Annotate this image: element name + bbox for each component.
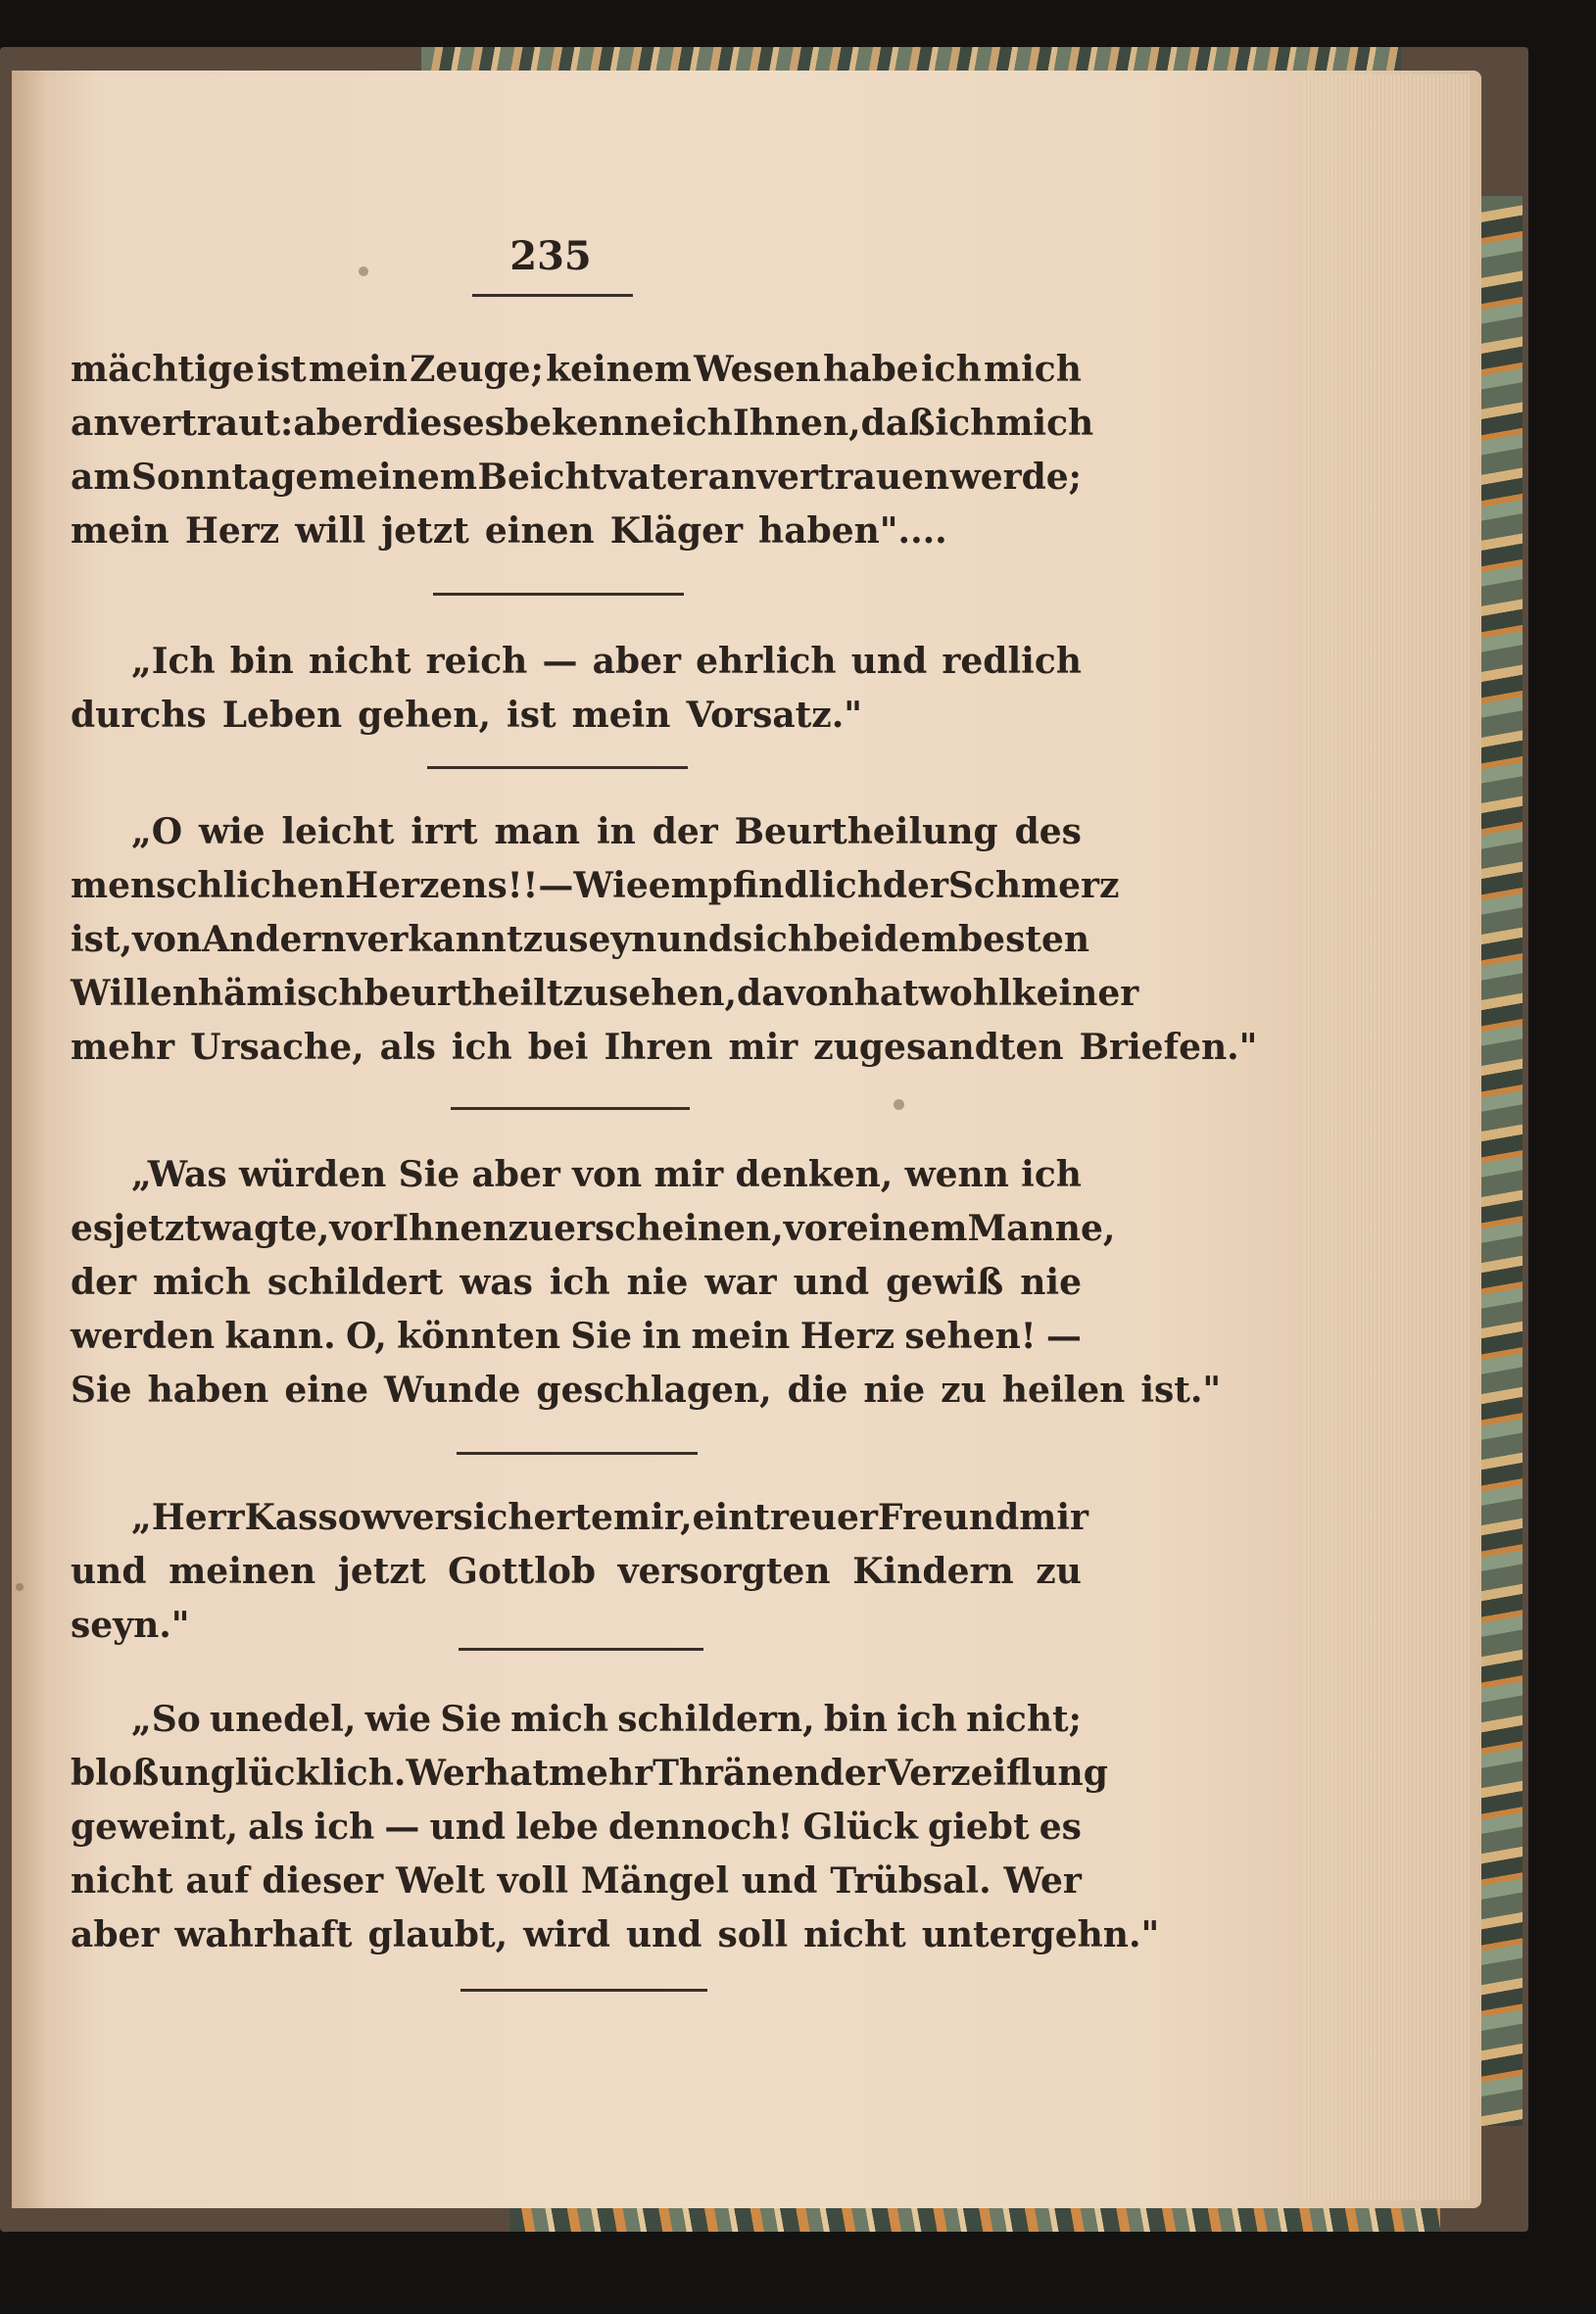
- word: nie: [863, 1370, 926, 1411]
- word: ich: [549, 1262, 610, 1303]
- word: reich: [425, 641, 528, 682]
- text-line: [71, 967, 1139, 1021]
- word: nicht;: [966, 1699, 1082, 1740]
- word: Wie: [573, 865, 649, 906]
- word: gehen,: [358, 695, 492, 736]
- word: zu: [522, 919, 569, 960]
- word: Glück: [802, 1807, 918, 1848]
- marbled-endpaper-top: [421, 47, 1401, 72]
- word: meinen: [169, 1551, 316, 1592]
- word: wohl: [918, 973, 1012, 1014]
- word: durchs: [71, 695, 207, 736]
- text-line: [71, 1747, 1108, 1801]
- page-number-underline: [472, 294, 633, 297]
- word: und: [625, 1914, 702, 1955]
- word: ich: [896, 1699, 957, 1740]
- word: dieser: [262, 1860, 384, 1902]
- text-line: [71, 1310, 1082, 1364]
- word: haben: [147, 1370, 269, 1411]
- text-line: [71, 1202, 1116, 1256]
- word: mein: [691, 1316, 791, 1357]
- word: denken,: [735, 1154, 894, 1195]
- word: aber: [71, 1914, 160, 1955]
- word: sich: [733, 919, 814, 960]
- word: erscheinen,: [554, 1208, 784, 1249]
- word: anvertraut:: [71, 403, 294, 444]
- word: daß: [860, 403, 936, 444]
- word: hat: [483, 1753, 549, 1794]
- word: Herz: [184, 510, 280, 552]
- word: voll: [497, 1860, 569, 1902]
- word: Wer: [1003, 1860, 1082, 1902]
- word: gewiß: [886, 1262, 1004, 1303]
- word: Ihnen: [392, 1208, 508, 1249]
- word: jetzt: [381, 510, 469, 552]
- word: mehr: [548, 1753, 653, 1794]
- word: eine: [284, 1370, 368, 1411]
- word: —: [384, 1807, 420, 1848]
- word: als: [379, 1027, 436, 1068]
- paper-spot: [894, 1099, 904, 1110]
- marbled-endpaper-bottom: [509, 2204, 1440, 2232]
- word: Briefen.": [1079, 1027, 1258, 1068]
- word: seyn: [568, 919, 657, 960]
- word: mir: [653, 1154, 724, 1195]
- word: Kindern: [852, 1551, 1014, 1592]
- word: keiner: [1011, 973, 1139, 1014]
- text-line: [71, 805, 1082, 859]
- section-separator: [459, 1648, 703, 1651]
- word: nicht: [71, 1860, 173, 1902]
- word: O,: [345, 1316, 387, 1357]
- text-line: [71, 505, 1082, 558]
- word: mächtige: [71, 349, 255, 390]
- word: von: [132, 919, 203, 960]
- word: auf: [185, 1860, 250, 1902]
- word: jetzt: [113, 1208, 201, 1249]
- word: mir: [728, 1027, 798, 1068]
- word: „O: [131, 811, 183, 852]
- text-line: [71, 1908, 1160, 1962]
- word: heilen: [1001, 1370, 1126, 1411]
- word: Sie: [71, 1370, 132, 1411]
- word: versorgten: [617, 1551, 831, 1592]
- word: ich: [451, 1027, 512, 1068]
- word: menschlichen: [71, 865, 346, 906]
- word: es: [71, 1208, 114, 1249]
- text-line: [71, 859, 1120, 913]
- word: besten: [958, 919, 1090, 960]
- word: —: [1045, 1316, 1082, 1357]
- text-line: [71, 1599, 1082, 1653]
- word: Zeuge;: [410, 349, 544, 390]
- word: werde;: [949, 457, 1082, 498]
- word: Kassow: [244, 1497, 392, 1538]
- word: als: [248, 1807, 305, 1848]
- word: der: [882, 865, 948, 906]
- word: treuer: [753, 1497, 878, 1538]
- word: mehr: [71, 1027, 175, 1068]
- word: hat: [853, 973, 919, 1014]
- word: wie: [198, 811, 266, 852]
- word: Ursache,: [190, 1027, 364, 1068]
- word: bloß: [71, 1753, 160, 1794]
- word: aber: [471, 1154, 560, 1195]
- word: Schmerz: [947, 865, 1120, 906]
- word: seyn.": [71, 1605, 190, 1646]
- word: empfindlich: [648, 865, 883, 906]
- word: zu: [562, 973, 609, 1014]
- word: dem: [873, 919, 958, 960]
- page-stack-edge: [1303, 74, 1470, 2200]
- word: zugesandten: [813, 1027, 1064, 1068]
- word: Wesen: [694, 349, 821, 390]
- word: jetzt: [337, 1551, 426, 1592]
- text-line: [71, 451, 1082, 505]
- paragraph: [71, 343, 1094, 558]
- word: Verzeiflung: [885, 1753, 1108, 1794]
- word: Freund: [877, 1497, 1020, 1538]
- paper-spot: [16, 1583, 24, 1591]
- word: haben"....: [758, 510, 947, 552]
- word: Leben: [221, 695, 343, 736]
- word: ehrlich: [696, 641, 837, 682]
- word: wie: [364, 1699, 432, 1740]
- section-separator: [460, 1989, 707, 1992]
- word: von: [572, 1154, 643, 1195]
- word: „So: [131, 1699, 201, 1740]
- paragraph: [71, 1693, 1160, 1962]
- word: einen: [484, 510, 595, 552]
- word: geschlagen,: [536, 1370, 772, 1411]
- word: Wer: [406, 1753, 484, 1794]
- word: redlich: [942, 641, 1082, 682]
- word: lebe: [515, 1807, 599, 1848]
- word: bekenne: [504, 403, 673, 444]
- word: der: [652, 811, 718, 852]
- word: wagte,: [200, 1208, 330, 1249]
- word: versicherte: [391, 1497, 613, 1538]
- section-separator: [433, 593, 684, 596]
- word: wird: [523, 1914, 610, 1955]
- word: nie: [626, 1262, 689, 1303]
- word: Sie: [398, 1154, 460, 1195]
- word: was: [459, 1262, 533, 1303]
- word: in: [642, 1316, 682, 1357]
- word: würden: [238, 1154, 387, 1195]
- word: vor: [329, 1208, 393, 1249]
- word: „Ich: [131, 641, 216, 682]
- word: Andern: [202, 919, 347, 960]
- word: leicht: [281, 811, 395, 852]
- word: die: [787, 1370, 848, 1411]
- word: könnten: [397, 1316, 561, 1357]
- word: —: [538, 865, 574, 906]
- word: Beurtheilung: [734, 811, 998, 852]
- word: soll: [717, 1914, 789, 1955]
- word: ich: [314, 1807, 375, 1848]
- word: aber: [592, 641, 681, 682]
- word: es: [1039, 1807, 1082, 1848]
- word: irrt: [411, 811, 478, 852]
- word: bin: [823, 1699, 888, 1740]
- word: dieses: [381, 403, 505, 444]
- word: giebt: [928, 1807, 1030, 1848]
- text-line: [71, 1693, 1082, 1747]
- word: Mängel: [580, 1860, 730, 1902]
- paragraph: [71, 1491, 1088, 1653]
- text-line: [71, 1148, 1082, 1202]
- text-line: [71, 1545, 1082, 1599]
- word: ich: [920, 349, 982, 390]
- word: der: [71, 1262, 137, 1303]
- text-line: [71, 343, 1082, 397]
- text-line: [71, 1364, 1222, 1418]
- word: einem: [846, 1208, 968, 1249]
- word: davon: [737, 973, 854, 1014]
- word: Beichtvater: [477, 457, 708, 498]
- word: war: [704, 1262, 777, 1303]
- paragraph: [71, 805, 1258, 1075]
- word: keinem: [546, 349, 692, 390]
- word: Manne,: [967, 1208, 1116, 1249]
- word: Thränen: [653, 1753, 820, 1794]
- word: habe: [823, 349, 919, 390]
- word: Wunde: [384, 1370, 521, 1411]
- word: ist: [257, 349, 307, 390]
- word: und: [429, 1807, 507, 1848]
- word: und: [741, 1860, 818, 1902]
- word: ich: [672, 403, 733, 444]
- word: „Was: [131, 1154, 227, 1195]
- word: —: [542, 641, 578, 682]
- word: man: [494, 811, 581, 852]
- word: mich: [510, 1699, 609, 1740]
- word: mich: [984, 349, 1082, 390]
- word: Sie: [440, 1699, 502, 1740]
- section-separator: [427, 766, 688, 769]
- word: sehen!: [904, 1316, 1037, 1357]
- paragraph: [71, 635, 1082, 743]
- word: Trübsal.: [830, 1860, 991, 1902]
- word: bei: [527, 1027, 589, 1068]
- word: sehen,: [608, 973, 738, 1014]
- word: will: [295, 510, 366, 552]
- word: Ihnen,: [732, 403, 861, 444]
- text-line: [71, 913, 1090, 967]
- word: verkannt: [346, 919, 523, 960]
- word: hämisch: [197, 973, 364, 1014]
- word: aber: [293, 403, 382, 444]
- text-line: [71, 1491, 1088, 1545]
- word: werden: [71, 1316, 216, 1357]
- word: Sonntage: [131, 457, 318, 498]
- word: nicht: [803, 1914, 906, 1955]
- paragraph: [71, 1148, 1222, 1418]
- text-line: [71, 635, 1082, 689]
- word: anvertrauen: [707, 457, 950, 498]
- section-separator: [451, 1107, 690, 1110]
- word: und: [656, 919, 734, 960]
- word: ist,: [71, 919, 133, 960]
- word: ist: [507, 695, 556, 736]
- word: wahrhaft: [174, 1914, 353, 1955]
- page-gutter-shadow: [12, 71, 45, 2208]
- word: geweint,: [71, 1807, 238, 1848]
- text-line: [71, 397, 1094, 451]
- word: mir,: [612, 1497, 693, 1538]
- text-line: [71, 1021, 1258, 1075]
- word: bin: [229, 641, 294, 682]
- word: und: [850, 641, 928, 682]
- word: wenn: [904, 1154, 1009, 1195]
- word: dennoch!: [607, 1807, 794, 1848]
- word: ist.": [1140, 1370, 1222, 1411]
- word: bei: [813, 919, 874, 960]
- word: Vorsatz.": [686, 695, 863, 736]
- paper-spot: [359, 266, 368, 276]
- word: des: [1014, 811, 1082, 852]
- word: unglücklich.: [159, 1753, 407, 1794]
- word: glaubt,: [367, 1914, 508, 1955]
- word: zu: [1036, 1551, 1082, 1592]
- text-line: [71, 1801, 1082, 1855]
- text-line: [71, 689, 1082, 743]
- word: Sie: [570, 1316, 632, 1357]
- word: meinem: [318, 457, 477, 498]
- word: in: [596, 811, 636, 852]
- word: zu: [941, 1370, 987, 1411]
- word: vor: [783, 1208, 846, 1249]
- text-line: [71, 1256, 1082, 1310]
- word: mein: [309, 349, 408, 390]
- word: beurtheilt: [363, 973, 563, 1014]
- word: mein: [71, 510, 169, 552]
- text-line: [71, 1855, 1082, 1908]
- word: und: [71, 1551, 147, 1592]
- word: mein: [571, 695, 671, 736]
- word: Kläger: [609, 510, 744, 552]
- word: und: [793, 1262, 870, 1303]
- word: ich: [1021, 1154, 1082, 1195]
- word: schildert: [266, 1262, 444, 1303]
- word: Gottlob: [448, 1551, 596, 1592]
- word: mich: [153, 1262, 251, 1303]
- word: „Herr: [131, 1497, 245, 1538]
- word: mich: [995, 403, 1094, 444]
- word: mir: [1019, 1497, 1088, 1538]
- word: Welt: [396, 1860, 485, 1902]
- word: untergehn.": [921, 1914, 1160, 1955]
- word: schildern,: [617, 1699, 815, 1740]
- word: der: [819, 1753, 886, 1794]
- page-number: 235: [509, 233, 592, 279]
- section-separator: [457, 1452, 698, 1455]
- word: Ihren: [604, 1027, 713, 1068]
- word: zu: [508, 1208, 555, 1249]
- word: nie: [1020, 1262, 1082, 1303]
- word: nicht: [308, 641, 411, 682]
- word: Herz: [799, 1316, 895, 1357]
- word: am: [71, 457, 131, 498]
- word: ein: [692, 1497, 754, 1538]
- word: unedel,: [209, 1699, 357, 1740]
- word: ich: [935, 403, 996, 444]
- word: Willen: [71, 973, 198, 1014]
- word: kann.: [224, 1316, 336, 1357]
- word: Herzens!!: [345, 865, 539, 906]
